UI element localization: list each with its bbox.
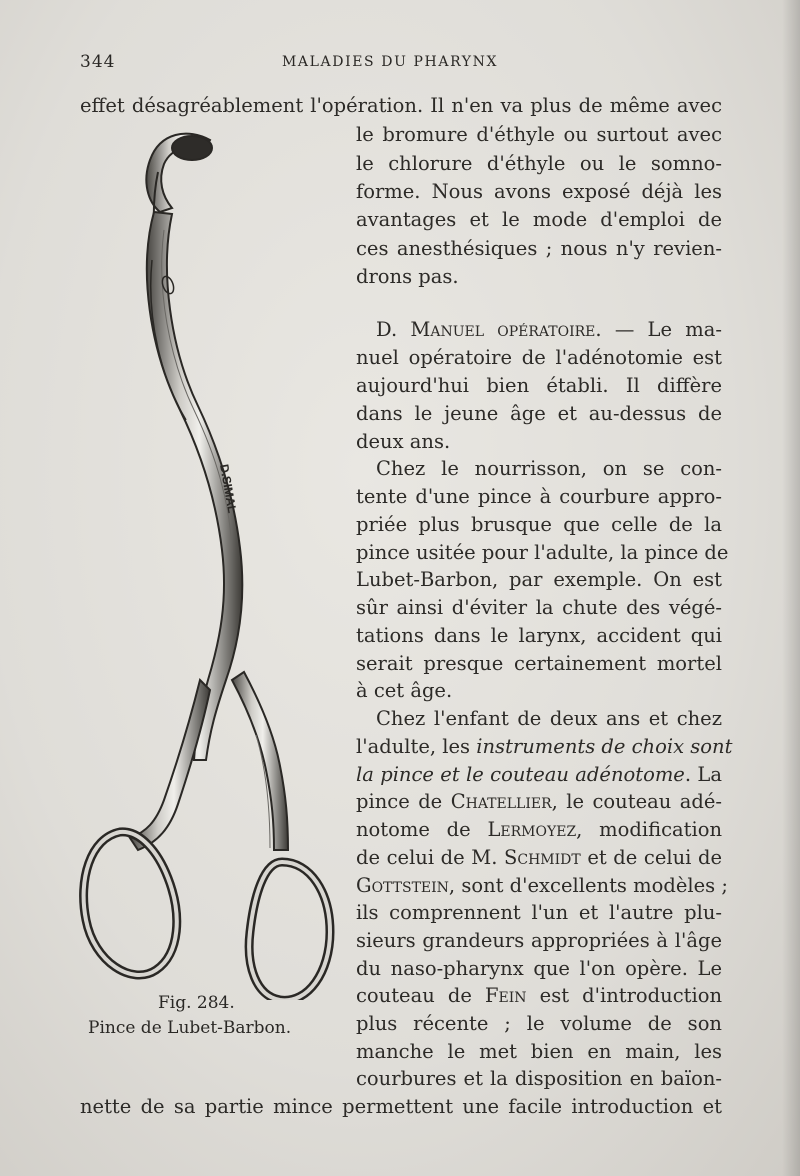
figure-number: Fig. 284. (158, 993, 235, 1013)
section-label: D. Manuel opératoire. (376, 318, 602, 341)
finger-ring-left (84, 832, 177, 975)
text-line: le chlorure d'éthyle ou le somno- (356, 152, 722, 175)
text-line: nette de sa partie mince permettent une facile introduction et (80, 1095, 722, 1118)
page-header (0, 52, 800, 74)
text-line: le bromure d'éthyle ou surtout avec (356, 123, 722, 146)
finger-ring-right (249, 862, 330, 1000)
text-line: drons pas. (356, 265, 459, 288)
forceps-lower-arms (130, 672, 288, 850)
text-line: à cet âge. (356, 679, 453, 702)
text-line: du naso-pharynx que l'on opère. Le (356, 957, 722, 980)
text-line: ils comprennent l'un et l'autre plu- (356, 901, 722, 924)
text-line: nuel opératoire de l'adénotomie est (356, 346, 722, 369)
running-title: MALADIES DU PHARYNX (282, 54, 499, 70)
text-line: Chez l'enfant de deux ans et chez (376, 707, 722, 730)
page-gutter-shadow (782, 0, 800, 1176)
text-line: Chez le nourrisson, on se con- (376, 457, 722, 480)
text-line: priée plus brusque que celle de la (356, 513, 722, 536)
maker-mark: D.SIMAL (217, 463, 240, 515)
text-line: tations dans le larynx, accident qui (356, 624, 722, 647)
text-line: pince usitée pour l'adulte, la pince de (356, 541, 729, 564)
text-line: couteau de Fein est d'introduction (356, 984, 723, 1007)
text-line: Lubet-Barbon, par exemple. On est (356, 568, 722, 591)
text-line: aujourd'hui bien établi. Il diffère (356, 374, 722, 397)
text-line: courbures et la disposition en baïon- (356, 1067, 722, 1090)
page-number: 344 (80, 52, 116, 72)
text-line: sieurs grandeurs appropriées à l'âge (356, 929, 722, 952)
text-line: serait presque certainement mortel (356, 652, 722, 675)
text-line: de celui de M. Schmidt et de celui de (356, 846, 722, 869)
text-line: pince de Chatellier, le couteau adé- (356, 790, 722, 813)
figure-caption: Pince de Lubet-Barbon. (88, 1018, 292, 1038)
text-line: ces anesthésiques ; nous n'y revien- (356, 237, 722, 260)
text-line: manche le met bien en main, les (356, 1040, 722, 1063)
forceps-illustration (60, 120, 360, 1000)
text-line: notome de Lermoyez, modification (356, 818, 723, 841)
text-line: forme. Nous avons exposé déjà les (356, 180, 722, 203)
text-line: deux ans. (356, 430, 451, 453)
text-line: sûr ainsi d'éviter la chute des végé- (356, 596, 722, 619)
text-line: tente d'une pince à courbure appro- (356, 485, 722, 508)
text-line: la pince et le couteau adénotome. La (356, 763, 722, 786)
text-line: plus récente ; le volume de son (356, 1012, 722, 1035)
section-heading-line: D. Manuel opératoire. — Le ma- (376, 318, 722, 341)
text-line: l'adulte, les instruments de choix sont (356, 735, 733, 758)
text-line: avantages et le mode d'emploi de (356, 208, 722, 231)
text-line: effet désagréablement l'opération. Il n'en va plus de même avec (80, 94, 722, 117)
text-line: dans le jeune âge et au-dessus de (356, 402, 722, 425)
text-line: Gottstein, sont d'excellents modèles ; (356, 874, 728, 897)
